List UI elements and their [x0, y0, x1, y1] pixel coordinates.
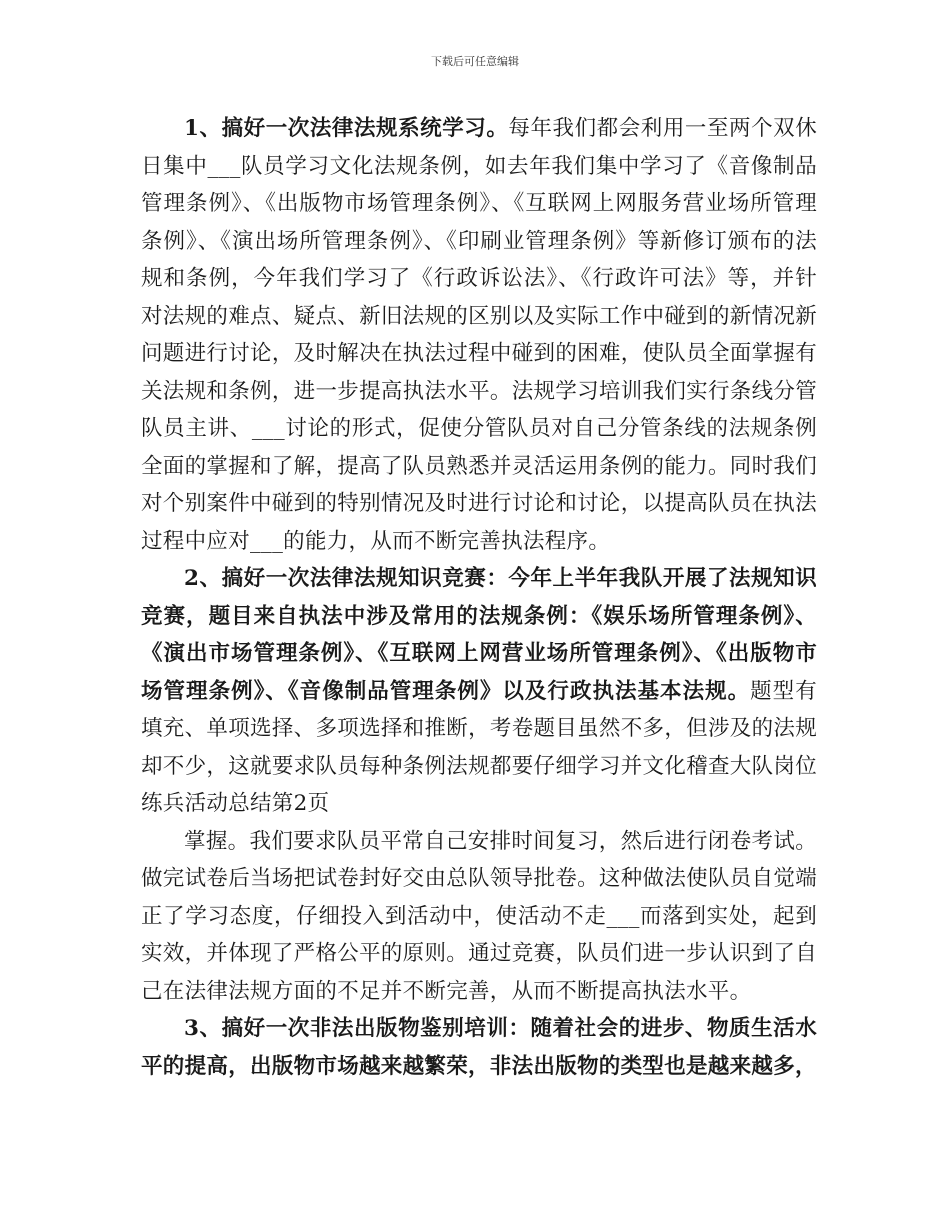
page-header: 下载后可任意编辑: [431, 55, 519, 68]
paragraph-2-body: 题型有填充、单项选择、多项选择和推断，考卷题目虽然不多，但涉及的法规却不少，这就要求队员每种条例法规都要仔细学习并文化稽查大队岗位练兵活动总结第2页: [141, 678, 818, 816]
paragraph-2: [141, 560, 817, 823]
paragraph-2-lead: 2、搞好一次法律法规知识竞赛：今年上半年我队开展了法规知识竞赛，题目来自执法中涉及常用的法规条例：《娱乐场所管理条例》、《演出市场管理条例》、《互联网上网营业场所管理条例》、《出版物市场管理条例》、《音像制品管理条例》以及行政执法基本法规。: [141, 566, 817, 704]
paragraph-1-body: 每年我们都会利用一至两个双休日集中___队员学习文化法规条例，如去年我们集中学习了《音像制品管理条例》、《出版物市场管理条例》、《互联网上网服务营业场所管理条例》、《演出场所管理条例》、《印刷业管理条例》等新修订颁布的法规和条例，今年我们学习了《行政诉讼法》、《行政许可法》等，并针对法规的难点、疑点、新旧法规的区别以及实际工作中碰到的新情况新问题进行讨论，及时解决在执法过程中碰到的困难，使队员全面掌握有关法规和条例，进一步提高执法水平。法规学习培训我们实行条线分管队员主讲、___讨论的形式，促使分管队员对自己分管条线的法规条例全面的掌握和了解，提高了队员熟悉并灵活运用条例的能力。同时我们对个别案件中碰到的特别情况及时进行讨论和讨论，以提高队员在执法过程中应对___的能力，从而不断完善执法程序。: [141, 116, 817, 554]
paragraph-3: [141, 823, 817, 1011]
paragraph-4-body: 3、搞好一次非法出版物鉴别培训：随着社会的进步、物质生活水平的提高，出版物市场越来越繁荣，非法出版物的类型也是越来越多，: [141, 1016, 817, 1079]
document-body: [141, 110, 817, 1085]
paragraph-3-body: 掌握。我们要求队员平常自己安排时间复习，然后进行闭卷考试。做完试卷后当场把试卷封好交由总队领导批卷。这种做法使队员自觉端正了学习态度，仔细投入到活动中，使活动不走___而落到实处，起到实效，并体现了严格公平的原则。通过竞赛，队员们进一步认识到了自己在法律法规方面的不足并不断完善，从而不断提高执法水平。: [141, 828, 817, 1004]
paragraph-4: [141, 1010, 817, 1085]
paragraph-1-lead: 1、搞好一次法律法规系统学习。: [184, 116, 509, 141]
paragraph-1: [141, 110, 817, 560]
